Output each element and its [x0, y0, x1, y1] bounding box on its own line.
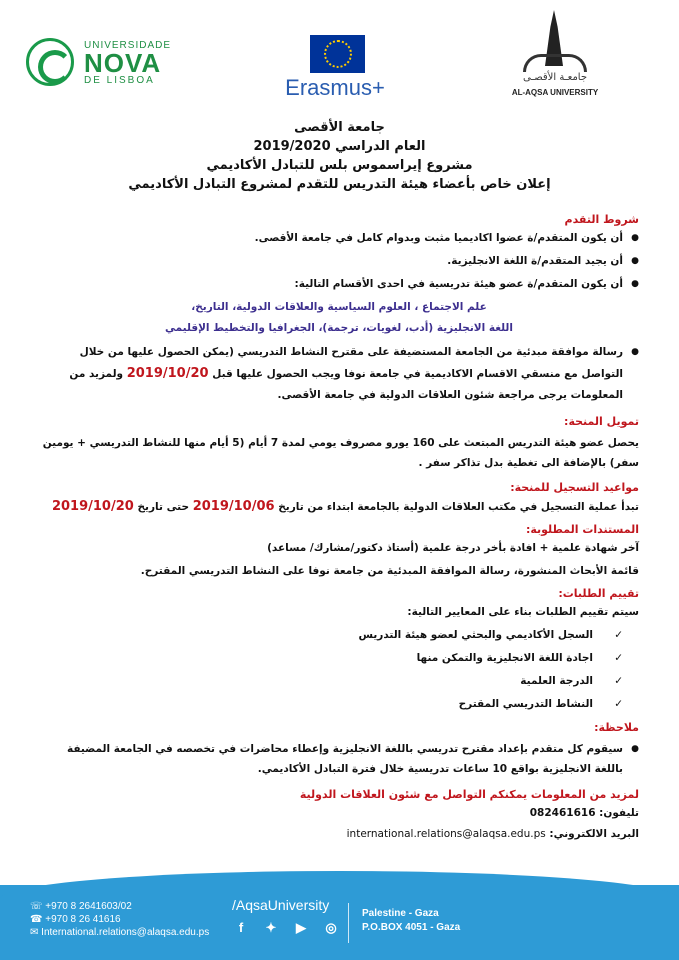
instagram-icon[interactable]: ◎ — [325, 920, 337, 935]
documents-line-1: آخر شهادة علمية + افادة بأخر درجة علمية (أستاذ دكتور/مشارك/ مساعد) — [267, 542, 639, 554]
youtube-icon[interactable]: ▶ — [296, 920, 306, 935]
mail-icon: ✉ — [30, 927, 42, 938]
document-body — [39, 212, 639, 846]
nova-line2: NOVA — [84, 48, 162, 78]
social-handle[interactable]: /AqsaUniversity — [232, 897, 330, 913]
nova-lisboa-logo — [26, 38, 186, 88]
contact-heading: لمزيد من المعلومات يمكنكم التواصل مع شئون العلاقات الدولية — [299, 788, 639, 801]
header — [0, 0, 679, 110]
registration-start-date: 2019/10/06 — [192, 499, 275, 514]
address-line-2: P.O.BOX 4051 - Gaza — [362, 922, 461, 933]
document-titles — [0, 118, 679, 194]
erasmus-wordmark: Erasmus+ — [285, 75, 385, 100]
email-address[interactable]: international.relations@alaqsa.edu.ps — [346, 828, 546, 840]
twitter-icon[interactable]: ✦ — [265, 920, 277, 935]
footer-email[interactable]: International.relations@alaqsa.edu.ps — [41, 927, 210, 938]
condition-4: ● رسالة موافقة مبدئية من الجامعة المستضيفة على مقترح النشاط التدريسي (يمكن الحصول عليها من خلال التواصل مع منسقي الاقسام الاكاديمية في جامعة نوفا ويجب الحصول عليها قبل 2019/10/20 ولمزيد من المعلومات يرجى مراجعة شئون العلاقات الدولية في جامعة الأقصى. — [39, 342, 639, 406]
departments-line-2: اللغة الانجليزية (أدب، لغويات، ترجمة)، الجغرافيا والتخطيط الإقليمي — [165, 322, 513, 334]
funding-text: يحصل عضو هيئة التدريس المبتعث على 160 يورو مصروف يومي لمدة 7 أيام (5 أيام منها للنشاط التدريسي + يومين سفر) بالإضافة الى تغطية بدل تذاكر سفر . — [42, 437, 639, 469]
contact-email: البريد الالكتروني: international.relations@alaqsa.edu.ps — [346, 828, 639, 840]
evaluation-criterion: ✓ الدرجة العلمية — [39, 674, 623, 689]
footer-banner — [0, 885, 679, 960]
nova-line1: UNIVERSIDADE — [84, 40, 172, 51]
departments-line-1: علم الاجتماع ، العلوم السياسية والعلاقات الدولية، التاريخ، — [191, 301, 487, 313]
nova-emblem-icon — [26, 38, 74, 86]
aqsa-english-name: AL-AQSA UNIVERSITY — [511, 88, 599, 97]
title-university: جامعة الأقصى — [294, 120, 385, 135]
approval-deadline: 2019/10/20 — [126, 366, 209, 381]
note-heading: ملاحظة: — [594, 721, 639, 734]
contact-phone: تليفون: 082461616 — [529, 807, 639, 819]
registration-text: تبدأ عملية التسجيل في مكتب العلاقات الدولية بالجامعة ابتداء من تاريخ 2019/10/06 حتى تاريخ 2019/10/20 — [51, 499, 639, 514]
address-line-1: Palestine - Gaza — [362, 908, 439, 919]
fax-icon: ☎ — [30, 914, 46, 925]
registration-end-date: 2019/10/20 — [51, 499, 134, 514]
footer-social — [232, 897, 340, 937]
funding-heading: تمويل المنحة: — [564, 415, 639, 428]
footer-contacts — [30, 900, 209, 939]
evaluation-heading: تقييم الطلبات: — [558, 587, 639, 600]
evaluation-criterion: ✓ النشاط التدريسي المقترح — [39, 697, 623, 712]
aqsa-arabic-name: جامعـة الأقصـى — [522, 72, 588, 83]
footer-phone-1: +970 8 2641603/02 — [45, 901, 132, 912]
evaluation-criterion: ✓ اجادة اللغة الانجليزية والتمكن منها — [39, 651, 623, 666]
evaluation-criterion: ✓ السجل الأكاديمي والبحثي لعضو هيئة التدريس — [39, 628, 623, 643]
condition-2: ● أن يجيد المتقدم/ة اللغة الانجليزية. — [39, 254, 639, 269]
documents-line-2: قائمة الأبحاث المنشورة، رسالة الموافقة المبدئية من جامعة نوفا على النشاط التدريسي المقترح. — [140, 565, 639, 577]
erasmus-logo — [270, 35, 400, 100]
evaluation-intro: سيتم تقييم الطلبات بناء على المعايير التالية: — [407, 606, 639, 618]
title-year: العام الدراسي 2019/2020 — [253, 139, 426, 154]
phone-number: 082461616 — [529, 807, 596, 819]
facebook-icon[interactable]: f — [238, 920, 244, 935]
title-announcement: إعلان خاص بأعضاء هيئة التدريس للتقدم لمشروع التبادل الأكاديمي — [128, 177, 551, 192]
footer-address — [362, 907, 460, 935]
conditions-heading: شروط التقدم — [564, 213, 639, 226]
documents-heading: المستندات المطلوبة: — [525, 523, 639, 536]
registration-heading: مواعيد التسجيل للمنحة: — [510, 481, 639, 494]
footer-phone-2: +970 8 26 41616 — [45, 914, 121, 925]
eu-flag-icon — [310, 35, 365, 73]
phone-icon: ☏ — [30, 901, 46, 912]
condition-1: ● أن يكون المتقدم/ة عضوا اكاديميا مثبت وبدوام كامل في جامعة الأقصى. — [39, 231, 639, 246]
title-project: مشروع إيراسموس بلس للتبادل الأكاديمي — [206, 158, 473, 173]
note-text: ● سيقوم كل متقدم بإعداد مقترح تدريسي باللغة الانجليزية وإعطاء محاضرات في تخصصه في الجامعة المضيفة باللغة الانجليزية بواقع 10 ساعات تدريسية خلال فترة التبادل الأكاديمي. — [39, 739, 639, 779]
al-aqsa-logo — [505, 10, 605, 100]
nova-line3: DE LISBOA — [84, 75, 155, 86]
condition-3: ● أن يكون المتقدم/ة عضو هيئة تدريسية في احدى الأقسام التالية: — [39, 277, 639, 292]
